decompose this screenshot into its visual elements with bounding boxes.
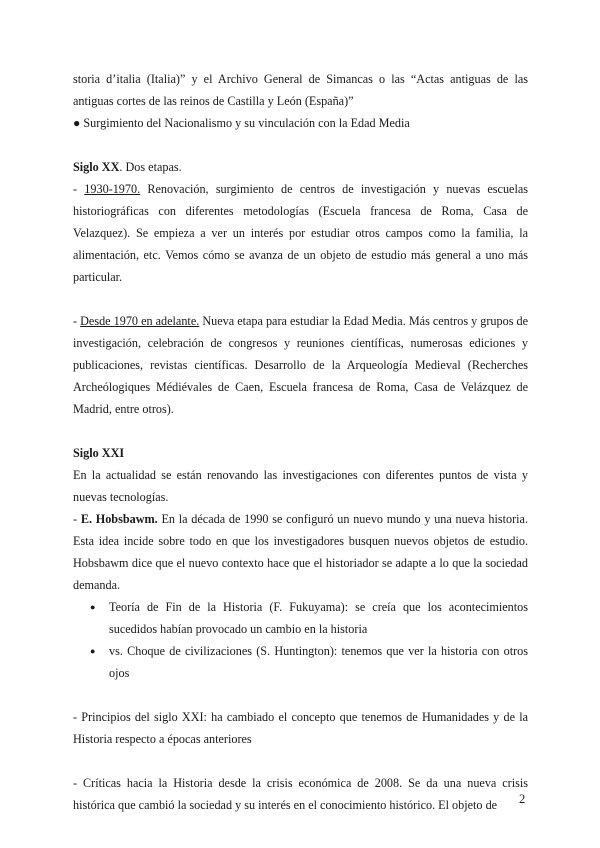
bullet-icon: ● — [90, 602, 96, 612]
siglo-xx-heading-bold: Siglo XX — [73, 160, 120, 174]
list-item: ● Teoría de Fin de la Historia (F. Fukuyama): se creía que los acontecimientos sucedidos habían provocado un cambio en la historia — [73, 596, 528, 640]
theories-list — [73, 596, 528, 684]
siglo-xx-paragraph-2: - Desde 1970 en adelante. Nueva etapa para estudiar la Edad Media. Más centros y grupos de investigación, celebración de congresos y reuniones científicas, numerosas ediciones y publicaciones, revistas científicas. Desarrollo de la Arqueología Medieval (Recherches Archeólogiques Médiévales de Caen, Escuela francesa de Roma, Casa de Velázquez de Madrid, entre otros). — [73, 314, 529, 416]
siglo-xxi-paragraph-4: - Críticas hacia la Historia desde la crisis económica de 2008. Se da una nueva crisis histórica que cambió la sociedad y su interés en el conocimiento histórico. El objeto de — [73, 776, 528, 812]
siglo-xxi-heading: Siglo XXI — [73, 446, 125, 460]
list-item: ● vs. Choque de civilizaciones (S. Huntington): tenemos que ver la historia con otros ojos — [73, 640, 528, 684]
page-content — [73, 68, 528, 816]
intro-paragraph: storia d’italia (Italia)” y el Archivo General de Simancas o las “Actas antiguas de las antiguas cortes de las reinos de Castilla y León (España)” — [73, 72, 528, 108]
siglo-xx-heading: Siglo XX. Dos etapas. — [73, 160, 182, 174]
page-number: 2 — [519, 792, 526, 806]
intro-bullet: ● Surgimiento del Nacionalismo y su vinculación con la Edad Media — [73, 116, 410, 130]
author-hobsbawm: E. Hobsbawm. — [80, 512, 158, 526]
siglo-xxi-paragraph-2: - E. Hobsbawm. En la década de 1990 se configuró un nuevo mundo y una nueva historia. Esta idea incide sobre todo en que los investigadores busquen nuevos objetos de estudio. Hobsbawm dice que el nuevo contexto hace que el historiador se adapte a lo que la sociedad demanda. — [73, 512, 528, 592]
period-1930-1970: 1930-1970. — [84, 182, 141, 196]
siglo-xxi-paragraph-3: - Principios del siglo XXI: ha cambiado el concepto que tenemos de Humanidades y de la Historia respecto a épocas anteriores — [73, 710, 528, 746]
siglo-xxi-paragraph-1: En la actualidad se están renovando las investigaciones con diferentes puntos de vista y nuevas tecnologías. — [73, 468, 528, 504]
period-desde-1970: Desde 1970 en adelante. — [80, 314, 200, 328]
bullet-icon: ● — [90, 646, 96, 656]
siglo-xx-paragraph-1: - 1930-1970. Renovación, surgimiento de centros de investigación y nuevas escuelas historiográficas con diferentes metodologías (Escuela francesa de Roma, Casa de Velazquez). Se empieza a ver un interés por estudiar otros campos como la familia, la alimentación, etc. Vemos cómo se avanza de un objeto de estudio más general a uno más particular. — [73, 182, 528, 284]
